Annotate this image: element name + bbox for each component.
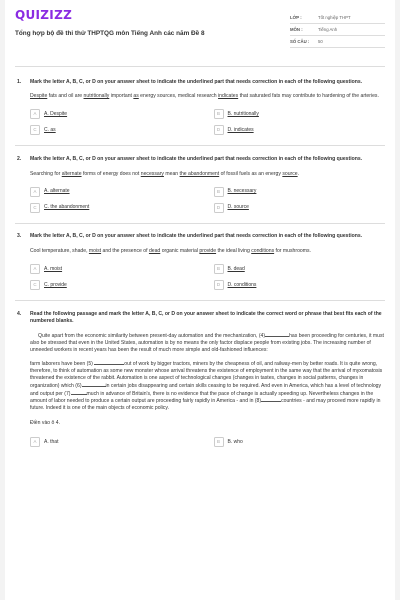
underlined-part: conditions — [251, 248, 275, 255]
sentence-text: the ideal living — [216, 248, 252, 255]
option-d[interactable] — [214, 280, 386, 290]
meta-value: Tốt nghiệp THPT — [318, 15, 351, 20]
question-prompt: Mark the letter A, B, C, or D on your answer sheet to indicate the underlined part that needs correction in each of the following questions. — [30, 78, 363, 85]
answer-options — [30, 264, 385, 290]
option-a[interactable] — [30, 437, 202, 447]
answer-blank — [261, 397, 281, 402]
option-a[interactable] — [30, 264, 202, 274]
worksheet-title: Tổng hợp bộ đề thi thử THPTQG môn Tiếng Anh các năm Đề 8 — [15, 30, 205, 37]
sentence-text: that saturated fats may contribute to hardening of the arteries. — [238, 93, 379, 100]
question-divider — [15, 145, 385, 146]
option-text: B. dead — [227, 265, 245, 272]
option-letter-box: B — [214, 109, 224, 119]
question-sentence — [30, 93, 385, 100]
option-text: A. alternate — [44, 188, 70, 195]
passage-text: has been proceeding for centuries, it must also be stressed that even in the United States, automation is by no means the only factor displace people from existing jobs. The increasing number of unneeded workers in recent years has been the result of much more simple and old-fashioned influences: — [30, 333, 384, 354]
option-text: A. Despite — [44, 110, 68, 117]
option-letter-box: C — [30, 125, 40, 135]
sentence-text: important — [109, 93, 134, 100]
question-prompt: Mark the letter A, B, C, or D on your answer sheet to indicate the underlined part that needs correction in each of the following questions. — [30, 155, 363, 162]
underlined-part: nutritionally — [83, 93, 110, 100]
question-divider — [15, 223, 385, 224]
option-letter-box: C — [30, 280, 40, 290]
question-prompt: Mark the letter A, B, C, or D on your answer sheet to indicate the underlined part that needs correction in each of the following questions. — [30, 233, 363, 240]
sentence-text: organic material — [160, 248, 200, 255]
option-c[interactable] — [30, 125, 202, 135]
question-sentence — [30, 171, 385, 178]
answer-options — [30, 109, 385, 135]
meta-row-count — [290, 36, 385, 48]
option-letter-box: D — [214, 125, 224, 135]
option-letter-box: D — [214, 280, 224, 290]
underlined-part: Despite — [30, 93, 48, 100]
option-letter-box: D — [214, 203, 224, 213]
question-list — [5, 67, 395, 447]
answer-blank — [71, 390, 87, 395]
option-letter-box: C — [30, 203, 40, 213]
option-letter-box: B — [214, 437, 224, 447]
option-b[interactable] — [214, 437, 386, 447]
option-text: B. nutritionally — [227, 110, 259, 117]
question-number: 3. — [17, 233, 22, 240]
option-text: B. who — [227, 438, 243, 445]
option-text: B. necessary — [227, 188, 257, 195]
option-letter-box: A — [30, 437, 40, 447]
sentence-text: . — [297, 170, 300, 177]
option-a[interactable] — [30, 187, 202, 197]
answer-blank — [82, 382, 106, 387]
option-letter-box: B — [214, 187, 224, 197]
underlined-part: indicates — [218, 93, 239, 100]
passage-text: in certain jobs disappearing and certain skills ceasing to be required. And even in America, which has a level of technology and output per (7) — [30, 382, 382, 397]
fill-instruction: Điền vào ô 4. — [30, 420, 61, 427]
option-text: C. the abandonment — [44, 204, 90, 211]
sentence-text: energy sources, medical research — [138, 93, 219, 100]
sentence-text: for mushrooms. — [274, 248, 311, 255]
underlined-part: provide — [199, 248, 217, 255]
option-text: C. provide — [44, 281, 67, 288]
answer-blank — [94, 360, 124, 365]
underlined-part: moist — [88, 248, 102, 255]
underlined-part: as — [133, 93, 139, 100]
answer-options — [30, 187, 385, 213]
option-letter-box: A — [30, 109, 40, 119]
option-d[interactable] — [214, 125, 386, 135]
option-text: D. source — [227, 204, 249, 211]
meta-value: 50 — [318, 39, 323, 44]
question-2 — [5, 156, 395, 213]
meta-key: MÔN : — [290, 27, 303, 32]
option-text: A. that — [44, 438, 59, 445]
passage-text: Quite apart from the economic similarity between present-day automation and the mechanization, (4) — [38, 333, 266, 340]
option-b[interactable] — [214, 109, 386, 119]
meta-key: LỚP : — [290, 15, 302, 20]
sentence-text: fats and oil are — [47, 93, 84, 100]
option-letter-box: B — [214, 264, 224, 274]
passage-text: farm laborers have been (5) — [30, 361, 95, 367]
question-number: 1. — [17, 78, 22, 85]
answer-options — [30, 437, 385, 447]
option-letter-box: A — [30, 187, 40, 197]
option-text: C. as — [44, 126, 56, 133]
question-4 — [5, 311, 395, 447]
sentence-text: and the presence of — [101, 248, 149, 255]
meta-value: Tiếng Anh — [318, 27, 338, 32]
passage-paragraph-1 — [30, 332, 385, 354]
underlined-part: necessary — [140, 170, 164, 177]
passage-text: much in advance of Britain's, there is no evidence that the pace of change is actually speeding up. Nevertheless changes in the amount of labor needed to produce a certain output are proceeding fairly rapidly in America - and in (8) — [30, 390, 374, 405]
sentence-text: of fossil fuels as an energy — [219, 170, 283, 177]
question-number: 2. — [17, 155, 22, 162]
option-a[interactable] — [30, 109, 202, 119]
sentence-text: Searching for — [30, 170, 62, 177]
option-letter-box: A — [30, 264, 40, 274]
passage-text: countries - and may proceed more rapidly in future. Indeed it is one of the main objects of economic policy. — [30, 398, 381, 412]
question-1 — [5, 79, 395, 136]
option-c[interactable] — [30, 280, 202, 290]
question-divider — [15, 300, 385, 301]
passage-text: out of work by bigger tractors, miners by the cheapness of oil, and railway-men by better roads. It is quite wrong, therefore, to think of automation as some new monster whose arrival threatens the existence of employment in the same way that the arrival of myxomatosis threatened the existence of the rabbit. Automation is one aspect of technological changes (changes in tastes, changes in social patterns, changes in organization) which (6) — [30, 361, 383, 389]
sentence-text: Cool temperature, shade, — [30, 248, 89, 255]
question-number: 4. — [17, 310, 22, 317]
option-text: D. indicates — [227, 126, 254, 133]
question-3 — [5, 233, 395, 290]
option-text: D. conditions — [227, 281, 257, 288]
option-c[interactable] — [30, 203, 202, 213]
underlined-part: the abandonment — [179, 170, 220, 177]
option-text: A. moist — [44, 265, 63, 272]
option-b[interactable] — [214, 264, 386, 274]
option-d[interactable] — [214, 203, 386, 213]
meta-table — [290, 12, 385, 48]
meta-row-subject — [290, 24, 385, 36]
meta-row-class — [290, 12, 385, 24]
sentence-text: forms of energy does not — [81, 170, 141, 177]
underlined-part: alternate — [61, 170, 82, 177]
question-sentence — [30, 248, 385, 255]
passage-paragraph-2 — [30, 360, 385, 412]
sentence-text: mean — [163, 170, 180, 177]
meta-key: SỐ CÂU : — [290, 39, 310, 44]
worksheet-page — [5, 0, 395, 600]
underlined-part: dead — [148, 248, 161, 255]
question-prompt: Read the following passage and mark the letter A, B, C, or D on your answer sheet to indicate the correct word or phrase that best fits each of the numbered blanks. — [30, 310, 382, 324]
worksheet-header — [5, 0, 395, 66]
underlined-part: source — [282, 170, 298, 177]
answer-blank — [265, 332, 289, 337]
option-b[interactable] — [214, 187, 386, 197]
quizizz-logo: QUIZIZZ — [15, 8, 73, 22]
